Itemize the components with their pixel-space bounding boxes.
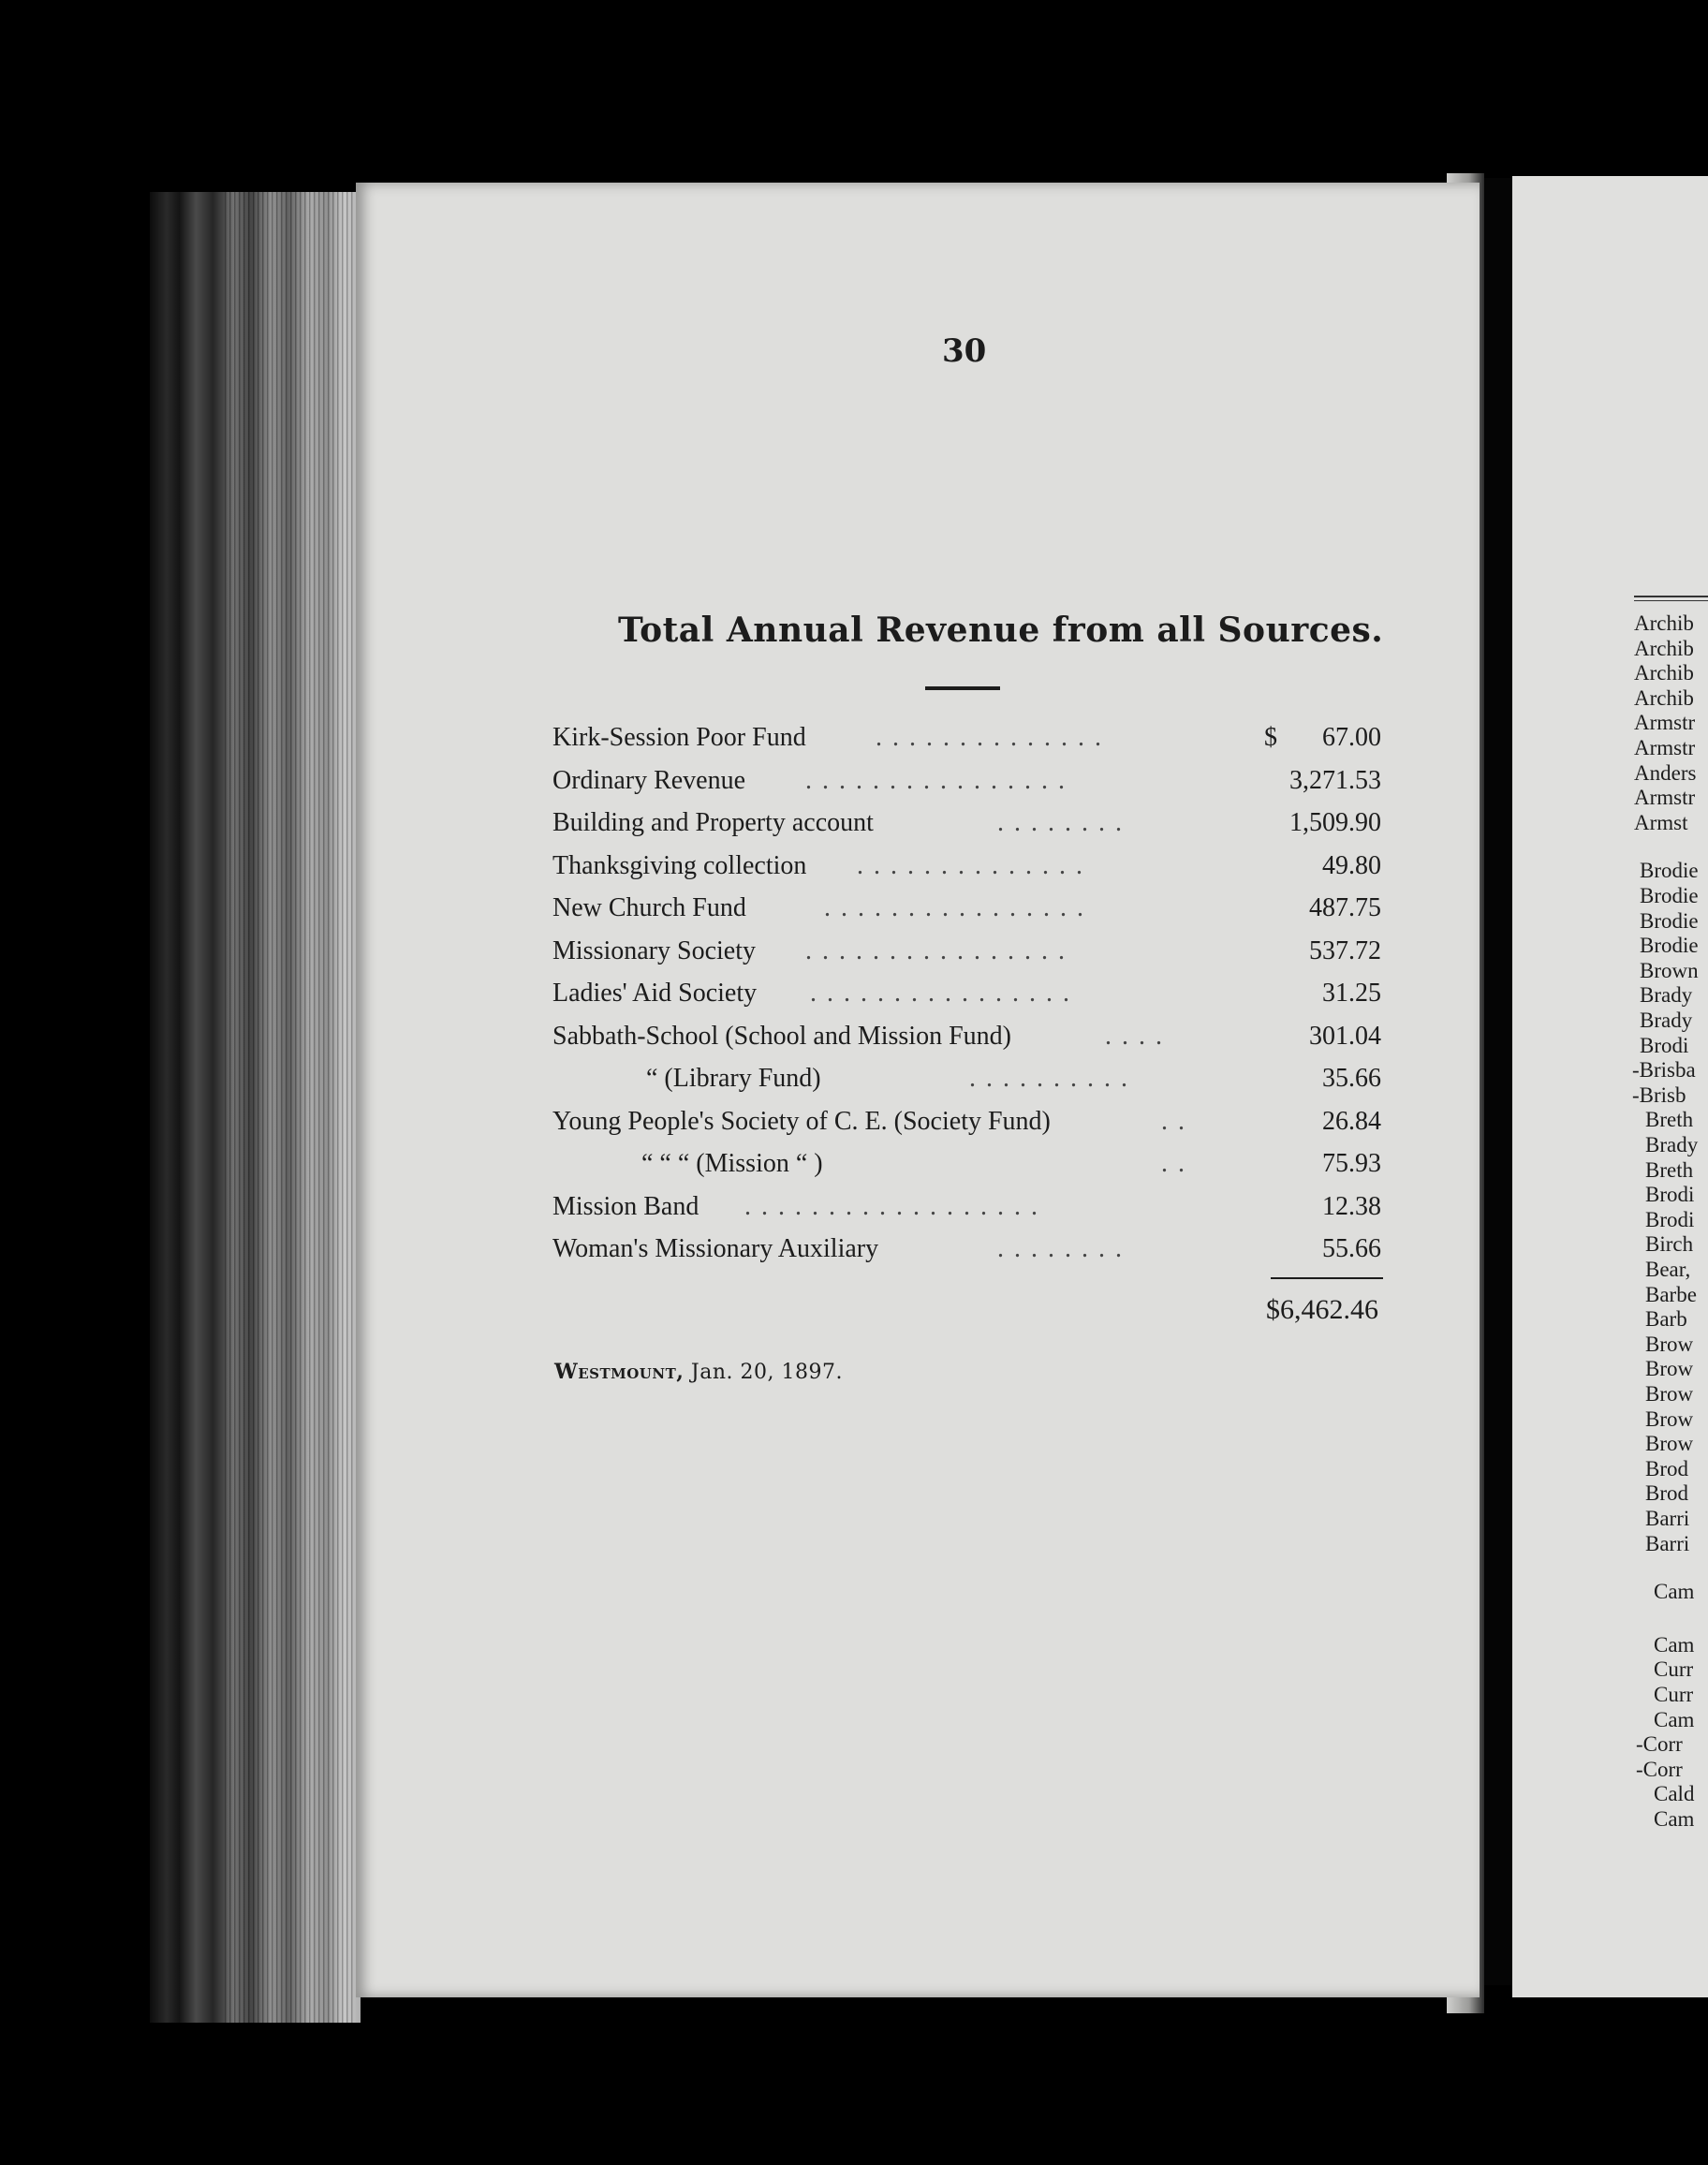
leader-dots: . . . . . . . . . . . . . .	[876, 723, 1103, 752]
facing-page-name: Cam	[1654, 1580, 1695, 1604]
revenue-total: $6,462.46	[1266, 1294, 1378, 1325]
currency-symbol: $	[1264, 723, 1277, 752]
revenue-row-label: Thanksgiving collection	[552, 850, 807, 880]
leader-dots: . . . . . . . . . . . . . . . .	[824, 893, 1085, 922]
revenue-row	[552, 762, 1395, 805]
facing-page-name: Brodie	[1640, 884, 1699, 907]
facing-page-name: -Brisba	[1632, 1058, 1696, 1082]
revenue-row-amount: 1,509.90	[1289, 808, 1381, 837]
facing-page-name: Archib	[1634, 685, 1694, 710]
revenue-row-label: Woman's Missionary Auxiliary	[552, 1234, 879, 1263]
book-gutter	[1484, 178, 1512, 1985]
facing-page-name: Brodi	[1645, 1183, 1695, 1207]
leader-dots: . . . . . . . . . . . . . . . .	[805, 765, 1067, 795]
revenue-row-amount: 487.75	[1309, 893, 1381, 922]
facing-page-name: Brod	[1645, 1456, 1688, 1480]
facing-page-name: Curr	[1654, 1657, 1694, 1682]
revenue-row-label: New Church Fund	[552, 893, 746, 922]
facing-page-name: Cam	[1654, 1707, 1695, 1731]
revenue-row-amount: 35.66	[1322, 1064, 1381, 1093]
leader-dots: . . . . . . . .	[997, 1234, 1124, 1263]
facing-page-name: Archib	[1634, 661, 1694, 685]
revenue-row-label: “ “ “ (Mission “ )	[641, 1149, 823, 1178]
facing-page-name: Birch	[1645, 1232, 1694, 1257]
facing-page-name: Armstr	[1634, 786, 1696, 810]
leader-dots: . .	[1161, 1106, 1186, 1136]
revenue-row-label: Ordinary Revenue	[552, 765, 746, 795]
revenue-row-amount: 31.25	[1322, 979, 1381, 1008]
facing-page-name: Bear,	[1645, 1258, 1691, 1281]
revenue-row	[552, 1018, 1395, 1061]
facing-page-name: Armstr	[1634, 711, 1696, 735]
revenue-row	[552, 1060, 1395, 1103]
page-number: 30	[942, 332, 987, 370]
revenue-row-amount: 26.84	[1322, 1106, 1381, 1136]
facing-page-name: Archib	[1634, 611, 1694, 635]
facing-page-name: Brodie	[1640, 859, 1699, 883]
facing-page-name: Brady	[1645, 1133, 1699, 1156]
facing-page-name: Barri	[1645, 1531, 1690, 1555]
leader-dots: . . . . . . . . . . . . . .	[857, 850, 1084, 880]
revenue-row	[552, 804, 1395, 847]
dateline	[554, 1360, 843, 1384]
revenue-row-label: Mission Band	[552, 1191, 699, 1221]
facing-page-name: Brow	[1645, 1382, 1694, 1406]
revenue-row-label: Ladies' Aid Society	[552, 979, 758, 1008]
dateline-place: Westmount,	[554, 1360, 685, 1384]
revenue-row-amount: 49.80	[1322, 850, 1381, 880]
revenue-row	[552, 890, 1395, 933]
revenue-row-amount: 75.93	[1322, 1149, 1381, 1178]
facing-page-name: -Corr	[1636, 1757, 1683, 1781]
facing-page-name: Brow	[1645, 1407, 1694, 1431]
facing-page-name: Barb	[1645, 1307, 1687, 1332]
facing-page-name: Brady	[1640, 1009, 1693, 1032]
revenue-table	[552, 719, 1395, 1274]
facing-page-rule	[1634, 596, 1708, 601]
leader-dots: . . . . . . . . . . . . . . . . . .	[744, 1191, 1039, 1221]
revenue-row-label: Sabbath-School (School and Mission Fund)	[552, 1021, 1011, 1051]
title-divider	[925, 686, 1000, 690]
leader-dots: . . . . . . . . . . . . . . . .	[810, 979, 1071, 1008]
facing-page-name: Archib	[1634, 636, 1694, 660]
facing-page-name: Brodi	[1645, 1207, 1695, 1231]
facing-page	[1512, 176, 1708, 1997]
facing-page-name: Brow	[1645, 1432, 1694, 1456]
leader-dots: . . . . . . . .	[997, 808, 1124, 837]
revenue-row	[552, 933, 1395, 976]
leader-dots: . .	[1161, 1149, 1186, 1178]
facing-page-name: Cam	[1654, 1807, 1695, 1831]
revenue-row-amount: 67.00	[1322, 723, 1381, 752]
leader-dots: . . . . . . . . . . . . . . . .	[805, 935, 1067, 965]
dateline-date: Jan. 20, 1897.	[690, 1361, 843, 1384]
facing-page-name: Cald	[1654, 1782, 1695, 1806]
facing-page-name: Anders	[1634, 760, 1697, 785]
revenue-row	[552, 1230, 1395, 1274]
page-title: Total Annual Revenue from all Sources.	[618, 611, 1384, 650]
facing-page-name: Breth	[1645, 1157, 1694, 1182]
leader-dots: . . . . . . . . . .	[969, 1064, 1129, 1093]
revenue-row-amount: 537.72	[1309, 935, 1381, 965]
facing-page-name: Brodie	[1640, 934, 1699, 958]
revenue-row	[552, 1103, 1395, 1146]
revenue-row	[552, 975, 1395, 1018]
facing-page-name: Breth	[1645, 1108, 1694, 1132]
facing-page-name: Brow	[1645, 1357, 1694, 1381]
revenue-row-label: Kirk-Session Poor Fund	[552, 723, 806, 752]
revenue-row-amount: 3,271.53	[1289, 765, 1381, 795]
sum-rule	[1271, 1277, 1383, 1279]
facing-page-name: Armst	[1634, 810, 1688, 834]
facing-page-name: Brod	[1645, 1481, 1688, 1506]
revenue-row-amount: 12.38	[1322, 1191, 1381, 1221]
facing-page-name: Barri	[1645, 1507, 1690, 1530]
revenue-row-label: “ (Library Fund)	[646, 1064, 821, 1093]
facing-page-name: Brodie	[1640, 908, 1699, 933]
leader-dots: . . . .	[1105, 1021, 1164, 1051]
facing-page-name: Brodi	[1640, 1033, 1689, 1057]
facing-page-name: -Corr	[1636, 1732, 1683, 1757]
revenue-row-amount: 55.66	[1322, 1234, 1381, 1263]
revenue-row-label: Missionary Society	[552, 935, 756, 965]
facing-page-name: Brown	[1640, 958, 1699, 982]
facing-page-name: Brow	[1645, 1332, 1694, 1356]
facing-page-name: -Brisb	[1632, 1082, 1686, 1107]
book-page-stack-lines	[225, 192, 356, 2023]
facing-page-name: Brady	[1640, 983, 1693, 1008]
facing-page-name: Curr	[1654, 1683, 1694, 1706]
facing-page-name: Armstr	[1634, 736, 1696, 759]
revenue-row	[552, 1188, 1395, 1231]
revenue-row-label: Young People's Society of C. E. (Society Fund)	[552, 1106, 1051, 1136]
facing-page-name: Barbe	[1645, 1282, 1697, 1306]
revenue-row-amount: 301.04	[1309, 1021, 1381, 1051]
revenue-row	[552, 847, 1395, 891]
revenue-row-label: Building and Property account	[552, 808, 874, 837]
facing-page-name: Cam	[1654, 1632, 1695, 1657]
revenue-row	[552, 1145, 1395, 1188]
revenue-row	[552, 719, 1395, 762]
